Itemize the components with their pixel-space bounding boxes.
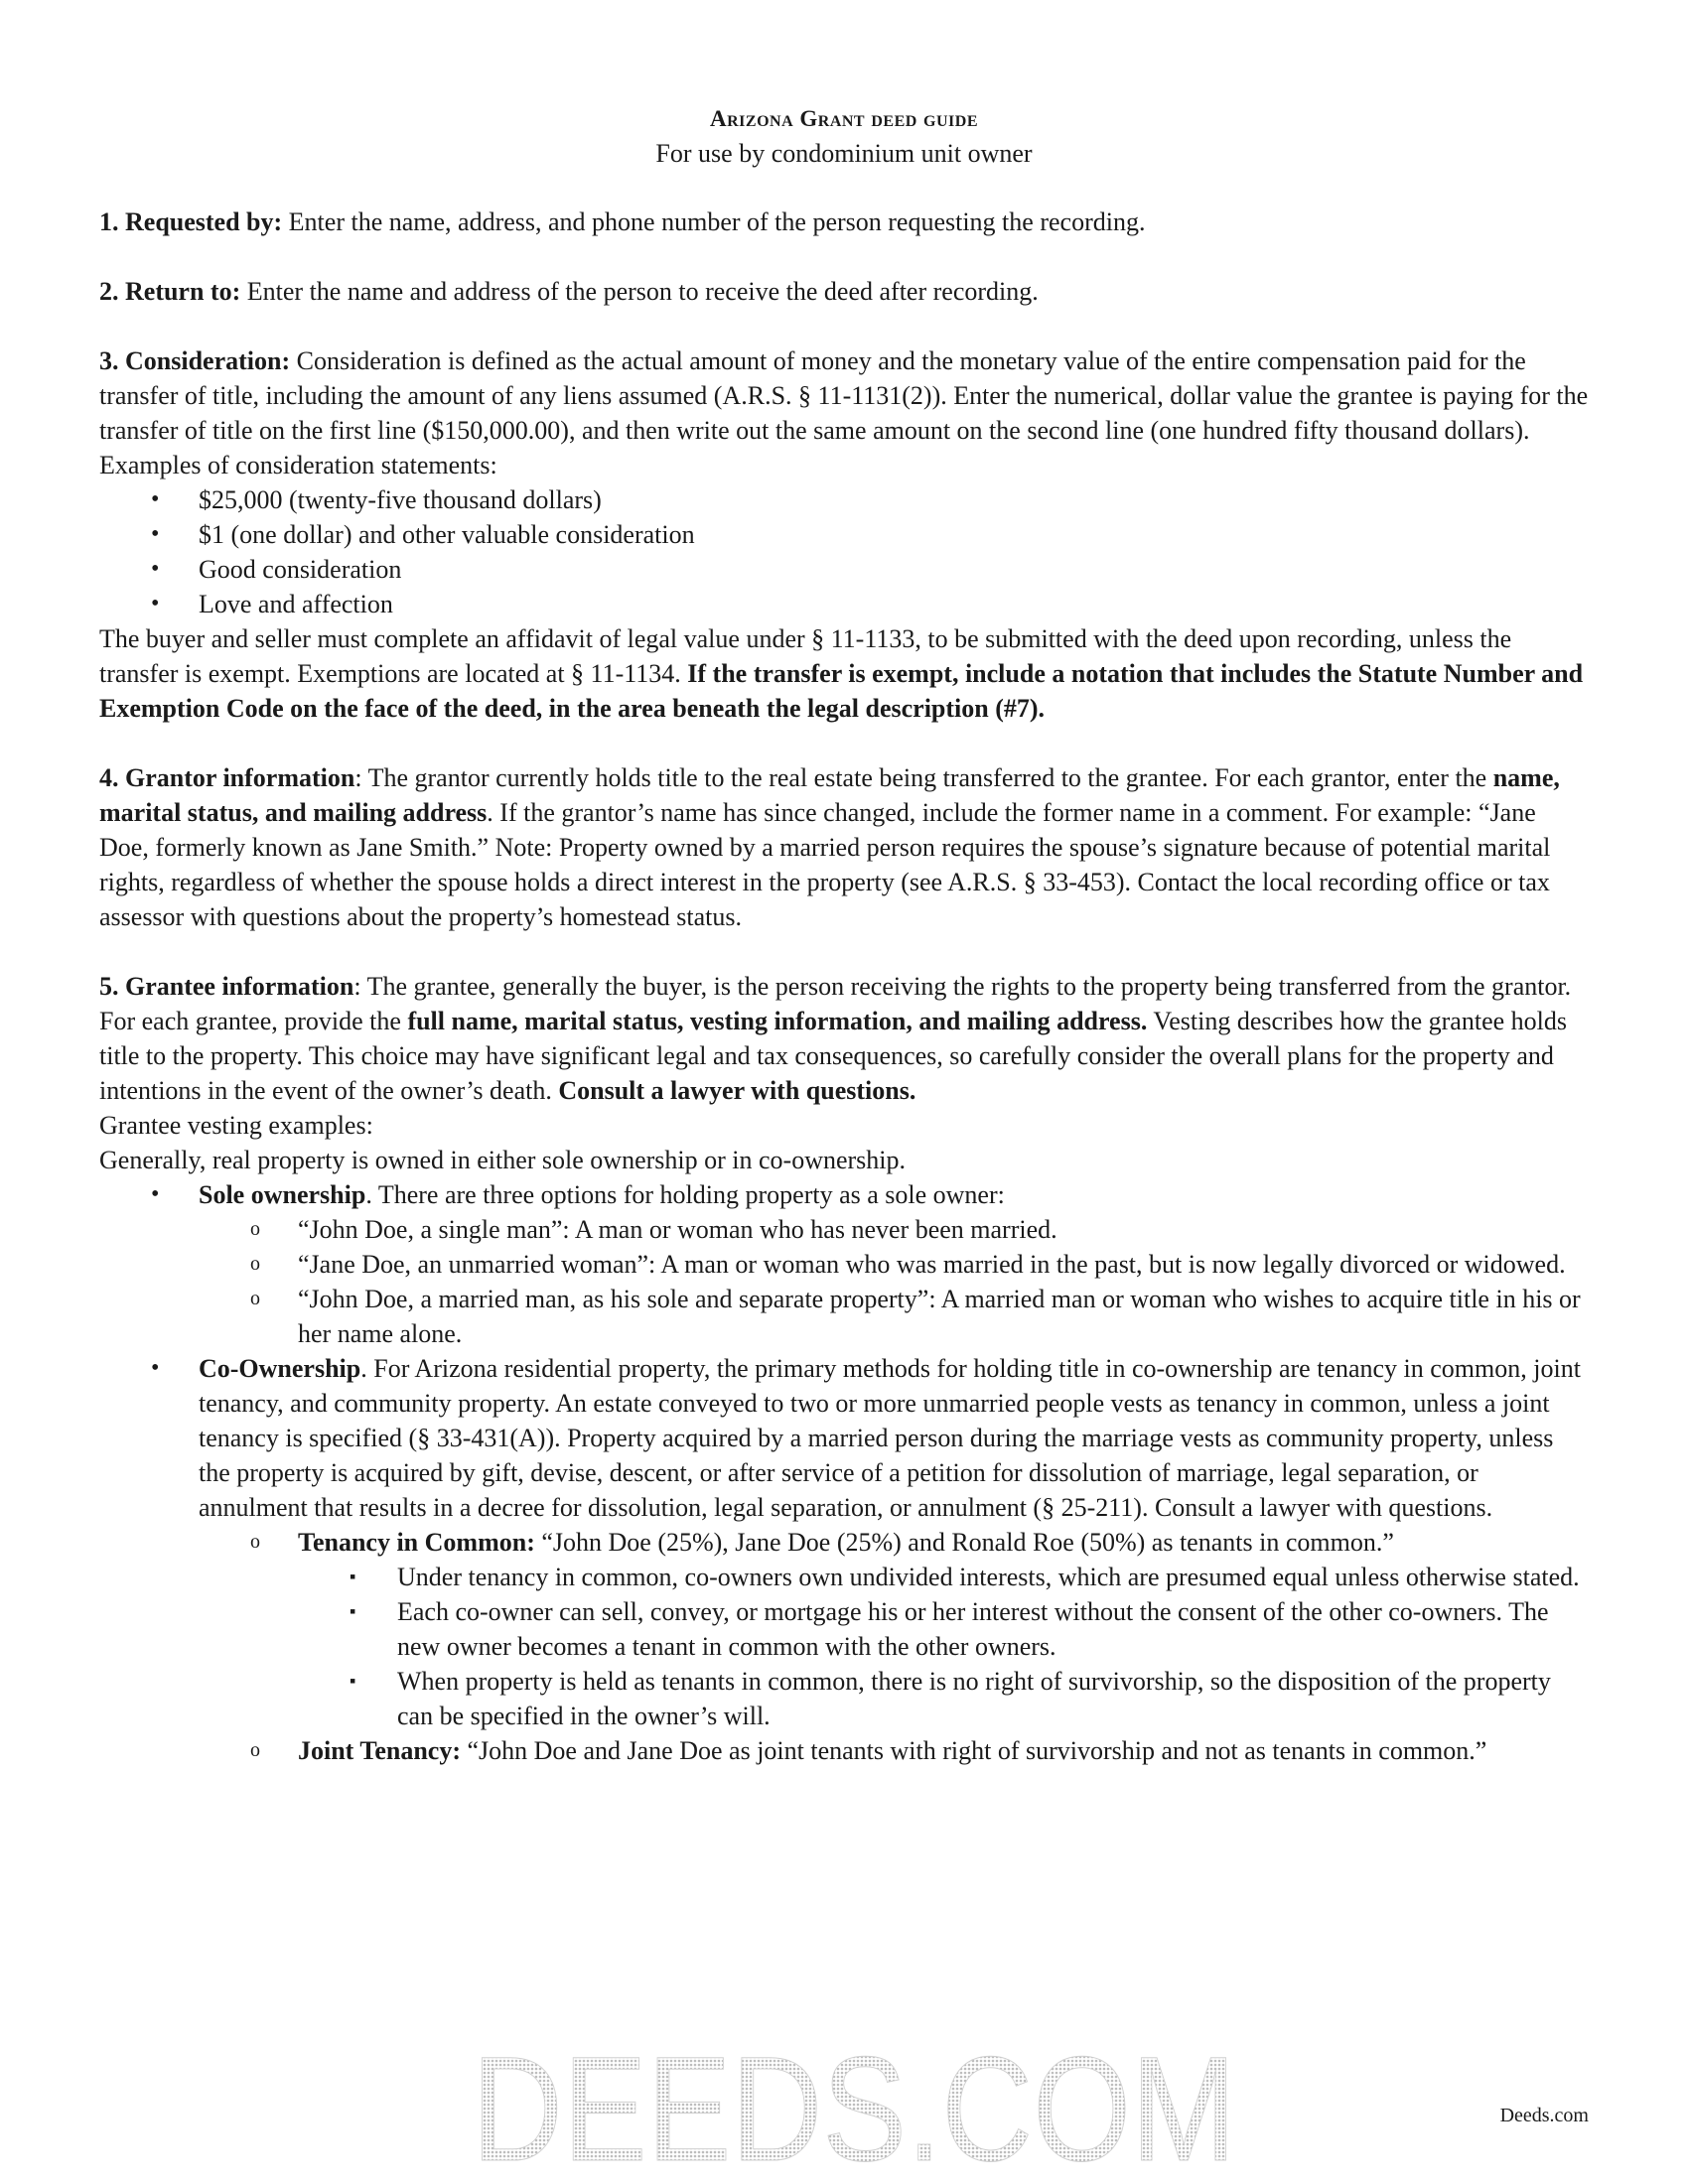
list-item: ▪ When property is held as tenants in common, there is no right of survivorship, so the disposition of the property can be specified in the owner’s will.: [298, 1664, 1589, 1733]
sole-ownership-options: [199, 1212, 1589, 1351]
list-item-tenancy-in-common: [199, 1525, 1589, 1733]
document-subtitle: For use by condominium unit owner: [655, 139, 1033, 168]
section-label: 2. Return to:: [99, 277, 241, 306]
list-item: ▪ Under tenancy in common, co-owners own undivided interests, which are presumed equal unless otherwise stated.: [298, 1560, 1589, 1594]
list-item-co-ownership: [99, 1351, 1589, 1768]
section-requested-by: [99, 205, 1589, 239]
document-page: [99, 99, 1589, 1768]
list-item-sole-ownership: [99, 1177, 1589, 1351]
list-item: • Love and affection: [99, 587, 1589, 621]
section-text: . If the grantor’s name has since changed, include the former name in a comment. For example: “Jane Doe, formerly known as Jane Smith.” Note: Property owned by a married person requires the spouse’s signature because of potential marital rights, regardless of whether the spouse holds a direct interest in the property (see A.R.S. § 33-453). Contact the local recording office or tax assessor with questions about the property’s homestead status.: [99, 798, 1551, 931]
list-item: • Good consideration: [99, 552, 1589, 587]
watermark-text: DEEDS.COM: [472, 2025, 1236, 2184]
co-ownership-options: [199, 1525, 1589, 1768]
list-item-joint-tenancy: [199, 1733, 1589, 1768]
list-item: • $1 (one dollar) and other valuable consideration: [99, 517, 1589, 552]
affidavit-bold-text: If the transfer is exempt, include a notation that includes the Statute Number and Exemption Code on the face of the deed, in the area beneath the legal description (#7).: [99, 659, 1584, 723]
item-label: Co-Ownership: [199, 1354, 361, 1383]
section-label: 4. Grantor information: [99, 763, 355, 792]
list-item: • $25,000 (twenty-five thousand dollars): [99, 482, 1589, 517]
item-text: . There are three options for holding property as a sole owner:: [365, 1180, 1005, 1209]
grantee-paragraph: [99, 969, 1589, 1108]
list-item: o “John Doe, a married man, as his sole and separate property”: A married man or woman who wishes to acquire title in his or her name alone.: [199, 1282, 1589, 1351]
section-return-to: [99, 274, 1589, 309]
list-item: o “Jane Doe, an unmarried woman”: A man or woman who was married in the past, but is now legally divorced or widowed.: [199, 1247, 1589, 1282]
section-bold-text: name, marital status, and mailing address: [99, 763, 1560, 827]
examples-intro: Examples of consideration statements:: [99, 451, 497, 479]
section-text: : The grantee, generally the buyer, is the person receiving the rights to the property being transferred from the grantor. For each grantee, provide the: [99, 972, 1572, 1035]
item-text: . For Arizona residential property, the primary methods for holding title in co-ownership are tenancy in common, joint tenancy, and community property. An estate conveyed to two or more unmarried people vests as tenancy in common, unless a joint tenancy is specified (§ 33-431(A)). Property acquired by a married person during the marriage vests as community property, unless the property is acquired by gift, devise, descent, or after service of a petition for dissolution of marriage, legal separation, or annulment that results in a decree for dissolution, legal separation, or annulment (§ 25-211). Consult a lawyer with questions.: [199, 1354, 1581, 1522]
section-text: Vesting describes how the grantee holds title to the property. This choice may have significant legal and tax consequences, so carefully consider the overall plans for the property and intentions in the event of the owner’s death.: [99, 1007, 1567, 1105]
item-label: Sole ownership: [199, 1180, 366, 1209]
ownership-general: Generally, real property is owned in either sole ownership or in co-ownership.: [99, 1146, 907, 1174]
item-label: Tenancy in Common:: [298, 1528, 535, 1557]
section-grantee-information: [99, 969, 1589, 1768]
section-label: 3. Consideration:: [99, 346, 291, 375]
section-text: Enter the name, address, and phone number of the person requesting the recording.: [282, 207, 1146, 236]
vesting-intro: Grantee vesting examples:: [99, 1111, 373, 1140]
tenancy-in-common-details: [298, 1560, 1589, 1733]
list-item: o “John Doe, a single man”: A man or woman who has never been married.: [199, 1212, 1589, 1247]
deeds-watermark-logo: [467, 2025, 1241, 2184]
section-consideration: [99, 343, 1589, 726]
affidavit-paragraph: [99, 621, 1589, 726]
item-label: Joint Tenancy:: [298, 1736, 461, 1765]
ownership-list: [99, 1177, 1589, 1768]
list-item: ▪ Each co-owner can sell, convey, or mortgage his or her interest without the consent of the other co-owners. The new owner becomes a tenant in common with the other owners.: [298, 1594, 1589, 1664]
affidavit-text: The buyer and seller must complete an affidavit of legal value under § 11-1133, to be submitted with the deed upon recording, unless the transfer is exempt. Exemptions are located at § 11-1134.: [99, 624, 1512, 688]
section-text: Enter the name and address of the person to receive the deed after recording.: [240, 277, 1039, 306]
section-grantor-information: [99, 760, 1589, 934]
section-label: 1. Requested by:: [99, 207, 283, 236]
document-title: Arizona Grant deed guide: [710, 106, 978, 131]
section-text: Consideration is defined as the actual amount of money and the monetary value of the entire compensation paid for the transfer of title, including the amount of any liens assumed (A.R.S. § 11-1131(2)). Enter the numerical, dollar value the grantee is paying for the transfer of title on the first line ($150,000.00), and then write out the same amount on the second line (one hundred fifty thousand dollars).: [99, 346, 1589, 445]
item-text: “John Doe and Jane Doe as joint tenants with right of survivorship and not as tenants in common.”: [461, 1736, 1487, 1765]
section-bold-text: Consult a lawyer with questions.: [558, 1076, 916, 1105]
section-text: : The grantor currently holds title to the real estate being transferred to the grantee. For each grantor, enter the: [354, 763, 1493, 792]
consideration-examples-list: [99, 482, 1589, 621]
footer-site: Deeds.com: [1499, 2105, 1589, 2126]
item-text: “John Doe (25%), Jane Doe (25%) and Ronald Roe (50%) as tenants in common.”: [534, 1528, 1394, 1557]
section-label: 5. Grantee information: [99, 972, 354, 1001]
consideration-paragraph: [99, 343, 1589, 448]
section-bold-text: full name, marital status, vesting information, and mailing address.: [407, 1007, 1148, 1035]
